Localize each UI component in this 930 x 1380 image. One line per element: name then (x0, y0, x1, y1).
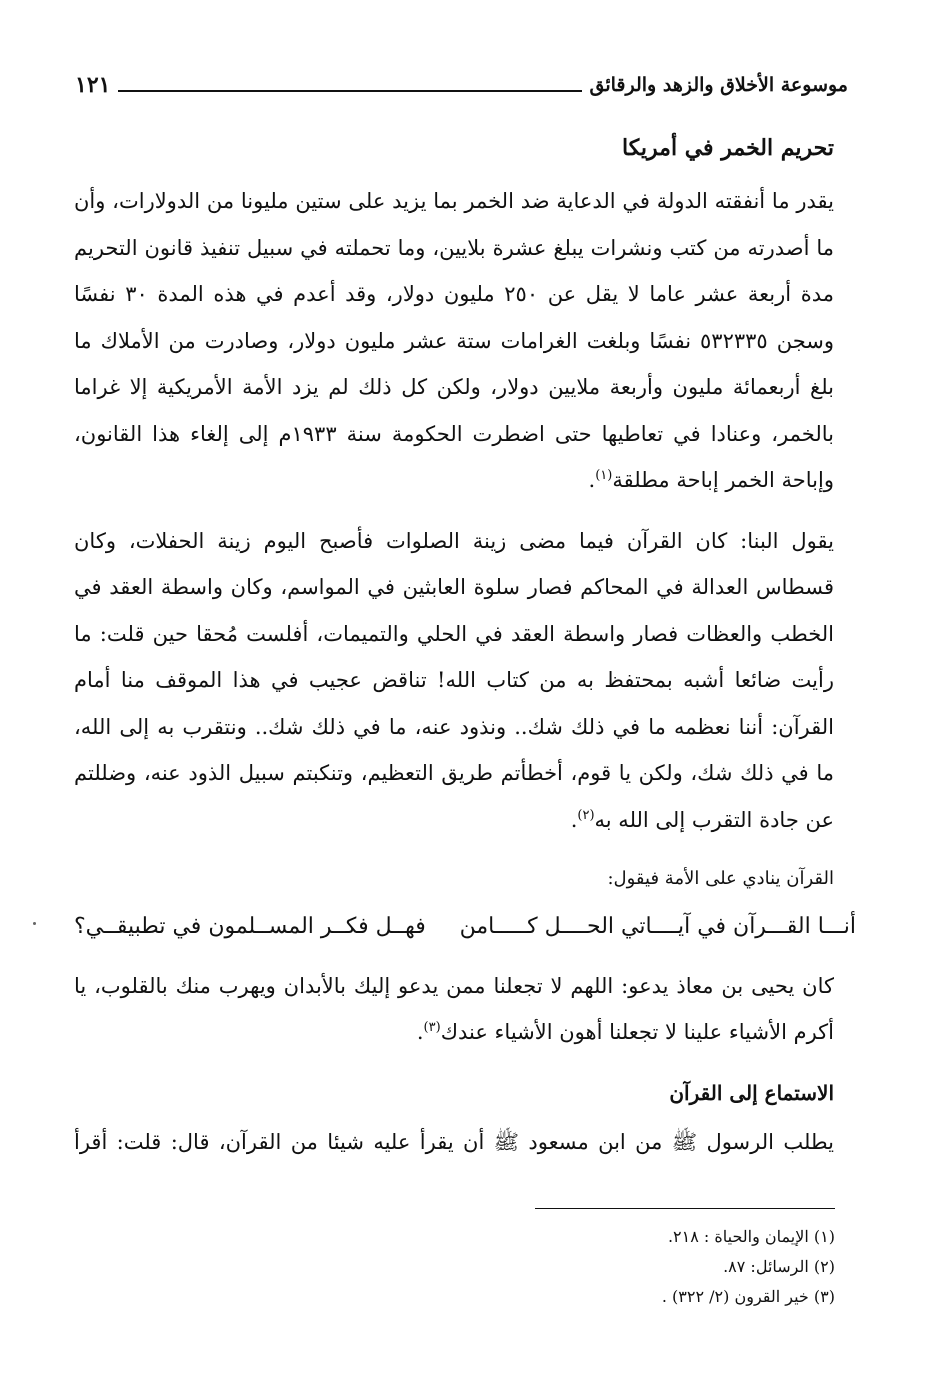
paragraph-banna-speaker: يقول البنا: (740, 528, 834, 553)
page-number: ١٢١ (75, 72, 111, 98)
header-title: موسوعة الأخلاق والزهد والرقائق (589, 74, 848, 96)
paragraph-prohibition-text: يقدر ما أنفقته الدولة في الدعاية ضد الخمر بما يزيد على ستين مليونا من الدولارات، وأن ما أصدرته من كتب ونشرات يبلغ عشرة بلايين، وما تحملته في سبيل تنفيذ قانون التحريم مدة أربعة عشر عاما لا يقل عن ٢٥٠ مليون دولار، وقد أعدم في هذه المدة ٣٠ نفسًا وسجن ٥٣٢٣٣٥ نفسًا وبلغت الغرامات ستة عشر مليون دولار، وصادرت من الأملاك ما بلغ أربعمائة مليون وأربعة ملايين دولار، ولكن كل ذلك لم يزد الأمة الأمريكية إلا غراما بالخمر، وعنادا في تعاطيها حتى اضطرت الحكومة سنة ١٩٣٣م إلى إلغاء هذا القانون، وإباحة الخمر إباحة مطلقة (74, 189, 835, 492)
paragraph-end-3: . (416, 1020, 424, 1044)
paragraph-end-1: . (588, 468, 596, 492)
paragraph-listening: يطلب الرسول ﷺ من ابن مسعود ﷺ أن يقرأ عليه شيئا من القرآن، قال: قلت: أقرأ (74, 1130, 834, 1154)
paragraph-end-2: . (570, 807, 578, 832)
footnote-1: (١) الإيمان والحياة : ٢١٨. (667, 1227, 835, 1246)
footnote-separator (535, 1208, 835, 1209)
paragraph-banna (74, 518, 834, 844)
verse-first-hemistich: أنـــا القـــرآن في آيــــاتي الحــــل كـــــامن (459, 914, 856, 939)
scan-speck (33, 922, 36, 925)
footnote-ref-1: (١) (595, 468, 613, 483)
footnotes (435, 1222, 835, 1312)
footnote-2: (٢) الرسائل: ٨٧. (723, 1257, 835, 1276)
header-rule (118, 90, 581, 92)
footnote-ref-3: (٣) (423, 1020, 441, 1035)
poem-intro: القرآن ينادي على الأمة فيقول: (607, 868, 834, 889)
paragraph-prohibition (74, 178, 834, 504)
footnote-3: (٣) خير القرون (٢/ ٣٢٢) . (661, 1287, 835, 1306)
quote-text: اللهم لا تجعلنا ممن يدعو إليك بالأبدان ويهرب منك بالقلوب، يا أكرم الأشياء علينا لا تجعلنا أهون الأشياء عندك (74, 974, 834, 1044)
page-body (74, 128, 856, 1165)
running-header (75, 62, 848, 108)
quote-speaker: كان يحيى بن معاذ يدعو: (621, 974, 835, 998)
paragraph-yahya (74, 963, 834, 1055)
poem-verse (74, 905, 856, 949)
verse-second-hemistich: فهــل فكــر المســلمون في تطبيقــي؟ (74, 914, 426, 939)
section-heading-listening: الاستماع إلى القرآن (669, 1081, 834, 1105)
paragraph-banna-text: كان القرآن فيما مضى زينة الصلوات فأصبح اليوم زينة الحفلات، وكان قسطاس العدالة في المحاكم فصار سلوة العابثين في المواسم، وكان واسطة العقد في الخطب والعظات فصار واسطة العقد في الحلي والتميمات، أفلست مُحقا حين قلت: ما رأيت ضائعا أشبه بمحتفظ به من كتاب الله! تناقض عجيب في هذا الموقف منا أمام القرآن: أننا نعظمه ما في ذلك شك.. ونذود عنه، ما في ذلك شك.. ونتقرب به إلى الله، ما في ذلك شك، ولكن يا قوم، أخطأتم طريق التعظيم، وتنكبتم سبيل الذود عنه، وضللتم عن جادة التقرب إلى الله به (74, 528, 834, 832)
footnote-ref-2: (٢) (577, 807, 595, 823)
section-heading-prohibition: تحريم الخمر في أمريكا (622, 135, 834, 161)
